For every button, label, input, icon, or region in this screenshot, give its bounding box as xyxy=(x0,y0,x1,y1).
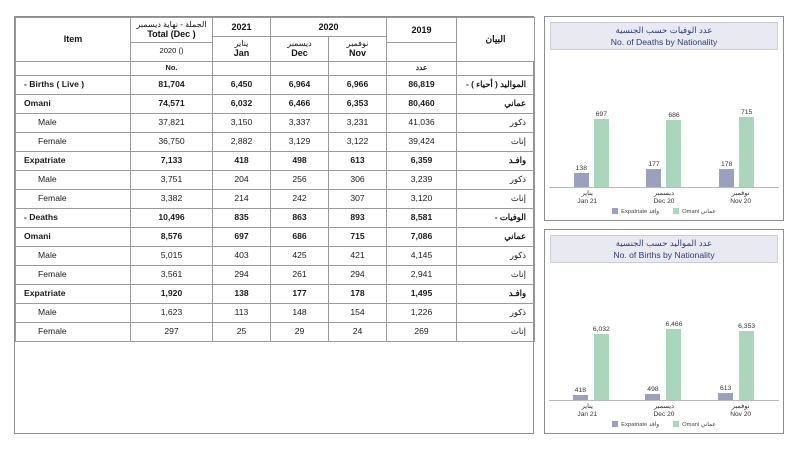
cell-arabic: وافـد xyxy=(457,151,535,170)
cell-2019: 3,239 xyxy=(387,170,457,189)
cell-jan: 214 xyxy=(213,189,271,208)
cell-item: Female xyxy=(16,322,131,341)
births-legend-item: Expatriate وافد xyxy=(612,421,659,428)
cell-arabic: إناث xyxy=(457,322,535,341)
cell-jan: 697 xyxy=(213,227,271,246)
header-total-year: 2020 () xyxy=(131,42,213,61)
births-bar-value-label: 6,032 xyxy=(592,326,610,334)
births-x-tick-label: يناير Jan 21 xyxy=(577,402,598,418)
deaths-bar-rect xyxy=(574,173,589,186)
cell-arabic: ذكور xyxy=(457,303,535,322)
table-row-unit xyxy=(16,61,535,75)
header-2019-spacer xyxy=(387,42,457,61)
deaths-legend-item: Omani عماني xyxy=(673,208,716,215)
header-dec xyxy=(271,37,329,62)
vital-statistics-table xyxy=(14,16,534,434)
header-2021: 2021 xyxy=(213,18,271,37)
deaths-bar-value-label: 686 xyxy=(668,111,680,119)
cell-item: Female xyxy=(16,189,131,208)
births-bar-omani xyxy=(738,273,755,399)
cell-item: Omani xyxy=(16,94,131,113)
table-row xyxy=(16,284,535,303)
table-row xyxy=(16,189,535,208)
births-bar-rect xyxy=(573,395,588,400)
cell-dec: 256 xyxy=(271,170,329,189)
cell-total: 1,920 xyxy=(131,284,213,303)
births-legend-item: Omani عماني xyxy=(673,421,716,428)
cell-nov: 613 xyxy=(329,151,387,170)
cell-2019: 8,581 xyxy=(387,208,457,227)
table-row xyxy=(16,170,535,189)
cell-2019: 3,120 xyxy=(387,189,457,208)
births-bar-value-label: 6,466 xyxy=(665,321,683,329)
cell-2019: 39,424 xyxy=(387,132,457,151)
deaths-bar-omani xyxy=(739,60,754,186)
unit-blank-jan xyxy=(213,61,271,75)
deaths-bar-expatriate xyxy=(646,60,661,186)
header-jan-ar: يناير xyxy=(234,39,249,48)
births-bar-omani xyxy=(593,273,610,399)
cell-2019: 4,145 xyxy=(387,246,457,265)
cell-total: 3,382 xyxy=(131,189,213,208)
cell-arabic: - الوفيات xyxy=(457,208,535,227)
cell-total: 5,015 xyxy=(131,246,213,265)
deaths-chart-title xyxy=(550,22,778,50)
deaths-bar-group xyxy=(632,60,696,186)
cell-2019: 1,226 xyxy=(387,303,457,322)
births-legend xyxy=(549,419,779,431)
cell-nov: 6,966 xyxy=(329,75,387,94)
births-bar-expatriate xyxy=(718,273,733,399)
cell-dec: 863 xyxy=(271,208,329,227)
births-bar-rect xyxy=(739,331,754,400)
table-row xyxy=(16,208,535,227)
cell-nov: 154 xyxy=(329,303,387,322)
births-bar-rect xyxy=(718,393,733,400)
births-chart xyxy=(544,229,784,434)
cell-jan: 138 xyxy=(213,284,271,303)
cell-total: 7,133 xyxy=(131,151,213,170)
cell-total: 10,496 xyxy=(131,208,213,227)
deaths-x-tick-label: يناير Jan 21 xyxy=(577,189,598,205)
cell-item: Female xyxy=(16,132,131,151)
deaths-bar-omani xyxy=(594,60,609,186)
header-item: Item xyxy=(16,18,131,62)
cell-2019: 41,036 xyxy=(387,113,457,132)
births-x-axis xyxy=(549,400,779,419)
cell-item: - Deaths xyxy=(16,208,131,227)
deaths-bar-rect xyxy=(719,169,734,186)
deaths-bar-value-label: 138 xyxy=(575,165,587,173)
deaths-legend xyxy=(549,206,779,218)
cell-total: 297 xyxy=(131,322,213,341)
header-jan xyxy=(213,37,271,62)
table-row xyxy=(16,132,535,151)
births-bar-group xyxy=(559,273,623,399)
deaths-bar-group xyxy=(559,60,623,186)
header-total-en: Total (Dec ) xyxy=(147,29,196,40)
cell-nov: 3,231 xyxy=(329,113,387,132)
deaths-x-axis xyxy=(549,187,779,206)
cell-total: 74,571 xyxy=(131,94,213,113)
cell-nov: 307 xyxy=(329,189,387,208)
cell-dec: 261 xyxy=(271,265,329,284)
header-nov xyxy=(329,37,387,62)
cell-arabic: إناث xyxy=(457,132,535,151)
unit-no: No. xyxy=(131,61,213,75)
cell-jan: 403 xyxy=(213,246,271,265)
header-jan-en: Jan xyxy=(233,48,250,59)
births-x-tick-label: ديسمبر Dec 20 xyxy=(653,402,675,418)
births-bar-value-label: 6,353 xyxy=(738,322,756,330)
deaths-bar-value-label: 178 xyxy=(720,161,733,169)
cell-nov: 421 xyxy=(329,246,387,265)
cell-dec: 6,466 xyxy=(271,94,329,113)
cell-dec: 177 xyxy=(271,284,329,303)
deaths-chart-title-ar: عدد الوفيات حسب الجنسية xyxy=(615,25,713,35)
births-plot-area xyxy=(549,263,779,399)
table-row xyxy=(16,151,535,170)
births-bar-group xyxy=(632,273,696,399)
cell-arabic: عماني xyxy=(457,227,535,246)
cell-2019: 80,460 xyxy=(387,94,457,113)
cell-dec: 6,964 xyxy=(271,75,329,94)
header-total-ar: الجملة - نهاية ديسمبر xyxy=(136,20,207,29)
births-x-tick-label: نوفمبر Nov 20 xyxy=(730,402,752,418)
cell-2019: 6,359 xyxy=(387,151,457,170)
cell-2019: 7,086 xyxy=(387,227,457,246)
cell-nov: 178 xyxy=(329,284,387,303)
births-bar-rect xyxy=(666,329,681,399)
cell-arabic: إناث xyxy=(457,265,535,284)
cell-total: 37,821 xyxy=(131,113,213,132)
cell-jan: 2,882 xyxy=(213,132,271,151)
table-row xyxy=(16,322,535,341)
header-dec-ar: ديسمبر xyxy=(287,39,312,48)
table-row xyxy=(16,265,535,284)
cell-nov: 3,122 xyxy=(329,132,387,151)
cell-jan: 25 xyxy=(213,322,271,341)
cell-nov: 893 xyxy=(329,208,387,227)
table-row xyxy=(16,303,535,322)
cell-jan: 835 xyxy=(213,208,271,227)
cell-item: Male xyxy=(16,170,131,189)
cell-nov: 715 xyxy=(329,227,387,246)
cell-2019: 269 xyxy=(387,322,457,341)
cell-jan: 6,450 xyxy=(213,75,271,94)
cell-arabic: - المواليد ( أحياء ) xyxy=(457,75,535,94)
deaths-bar-expatriate xyxy=(574,60,589,186)
deaths-bar-group xyxy=(705,60,769,186)
cell-total: 3,561 xyxy=(131,265,213,284)
cell-dec: 498 xyxy=(271,151,329,170)
births-chart-title-en: No. of Births by Nationality xyxy=(613,249,715,260)
header-bayan: البيان xyxy=(457,18,535,62)
deaths-bar-value-label: 697 xyxy=(595,110,607,118)
cell-jan: 3,150 xyxy=(213,113,271,132)
statistics-table xyxy=(15,17,535,342)
cell-item: Male xyxy=(16,246,131,265)
births-bar-expatriate xyxy=(645,273,660,399)
cell-total: 36,750 xyxy=(131,132,213,151)
births-bar-expatriate xyxy=(573,273,588,399)
deaths-bar-expatriate xyxy=(719,60,734,186)
table-row xyxy=(16,227,535,246)
cell-item: Male xyxy=(16,113,131,132)
cell-item: Female xyxy=(16,265,131,284)
deaths-x-tick-label: ديسمبر Dec 20 xyxy=(653,189,675,205)
births-bar-rect xyxy=(594,334,609,399)
cell-dec: 3,337 xyxy=(271,113,329,132)
cell-nov: 306 xyxy=(329,170,387,189)
cell-dec: 3,129 xyxy=(271,132,329,151)
cell-jan: 6,032 xyxy=(213,94,271,113)
cell-jan: 204 xyxy=(213,170,271,189)
cell-item: Omani xyxy=(16,227,131,246)
deaths-bar-rect xyxy=(646,169,661,186)
cell-total: 3,751 xyxy=(131,170,213,189)
cell-jan: 294 xyxy=(213,265,271,284)
charts-column xyxy=(544,16,784,434)
births-bar-value-label: 498 xyxy=(647,386,659,394)
cell-2019: 86,819 xyxy=(387,75,457,94)
cell-nov: 24 xyxy=(329,322,387,341)
table-row xyxy=(16,75,535,94)
deaths-bar-rect xyxy=(594,119,609,187)
deaths-bar-value-label: 177 xyxy=(648,161,660,169)
table-row xyxy=(16,113,535,132)
births-bar-value-label: 613 xyxy=(719,384,732,392)
cell-item: Male xyxy=(16,303,131,322)
cell-dec: 148 xyxy=(271,303,329,322)
unit-ar: عدد xyxy=(387,61,457,75)
cell-dec: 425 xyxy=(271,246,329,265)
header-2020: 2020 xyxy=(271,18,387,37)
unit-blank-bayan xyxy=(457,61,535,75)
cell-arabic: إناث xyxy=(457,189,535,208)
cell-arabic: ذكور xyxy=(457,246,535,265)
header-2019: 2019 xyxy=(387,18,457,43)
unit-blank-nov xyxy=(329,61,387,75)
births-bar-value-label: 418 xyxy=(574,387,586,395)
cell-arabic: عماني xyxy=(457,94,535,113)
header-nov-en: Nov xyxy=(348,48,366,59)
cell-total: 81,704 xyxy=(131,75,213,94)
cell-total: 8,576 xyxy=(131,227,213,246)
cell-nov: 6,353 xyxy=(329,94,387,113)
deaths-plot-area xyxy=(549,50,779,186)
cell-total: 1,623 xyxy=(131,303,213,322)
cell-2019: 1,495 xyxy=(387,284,457,303)
deaths-bar-rect xyxy=(739,117,754,187)
header-dec-en: Dec xyxy=(291,48,308,59)
cell-item: - Births ( Live ) xyxy=(16,75,131,94)
cell-arabic: ذكور xyxy=(457,113,535,132)
deaths-legend-item: Expatriate وافد xyxy=(612,208,659,215)
table-row xyxy=(16,246,535,265)
births-bar-rect xyxy=(645,394,660,399)
births-bar-group xyxy=(705,273,769,399)
cell-item: Expatriate xyxy=(16,151,131,170)
cell-2019: 2,941 xyxy=(387,265,457,284)
cell-arabic: ذكور xyxy=(457,170,535,189)
deaths-bar-value-label: 715 xyxy=(740,108,753,116)
table-row xyxy=(16,94,535,113)
unit-blank-dec xyxy=(271,61,329,75)
header-total xyxy=(131,18,213,43)
unit-blank-item xyxy=(16,61,131,75)
cell-item: Expatriate xyxy=(16,284,131,303)
deaths-chart xyxy=(544,16,784,221)
deaths-bar-omani xyxy=(666,60,681,186)
cell-dec: 29 xyxy=(271,322,329,341)
births-bar-omani xyxy=(665,273,682,399)
cell-dec: 686 xyxy=(271,227,329,246)
cell-dec: 242 xyxy=(271,189,329,208)
cell-jan: 418 xyxy=(213,151,271,170)
births-chart-title xyxy=(550,235,778,263)
deaths-chart-title-en: No. of Deaths by Nationality xyxy=(610,36,718,47)
cell-nov: 294 xyxy=(329,265,387,284)
header-nov-ar: نوفمبر xyxy=(346,39,369,48)
cell-jan: 113 xyxy=(213,303,271,322)
cell-arabic: وافـد xyxy=(457,284,535,303)
table-body xyxy=(16,61,535,341)
deaths-x-tick-label: نوفمبر Nov 20 xyxy=(730,189,752,205)
births-chart-title-ar: عدد المواليد حسب الجنسية xyxy=(615,238,713,248)
deaths-bar-rect xyxy=(666,120,681,187)
